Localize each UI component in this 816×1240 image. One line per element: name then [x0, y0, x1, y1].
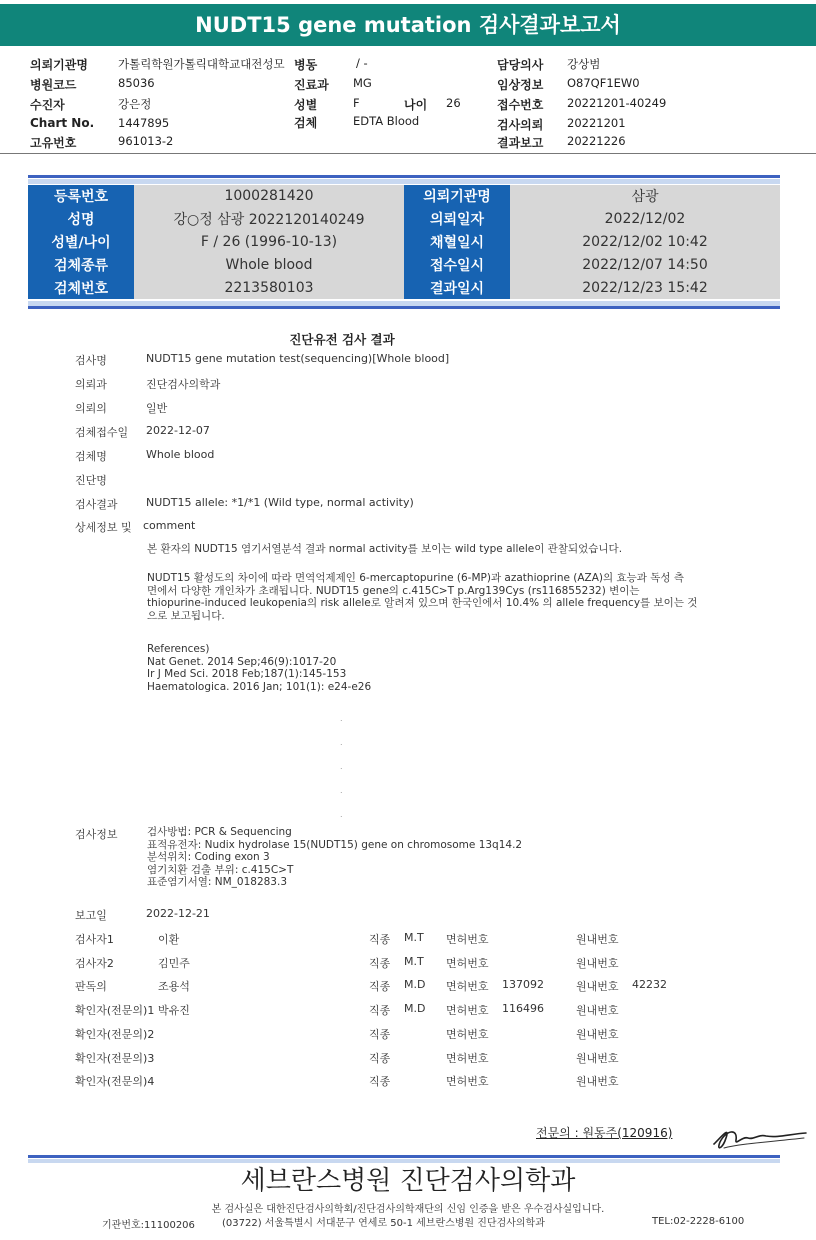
staff-job: M.D	[404, 1002, 426, 1016]
signature-image	[708, 1116, 808, 1156]
top-blue-rule	[28, 175, 780, 178]
ward-value: / -	[356, 56, 368, 70]
result-section-title: 진단유전 검사 결과	[289, 332, 395, 347]
specimen-field-value: Whole blood	[146, 448, 215, 461]
detail-comment-label: comment	[143, 519, 196, 532]
staff-number: 42232	[632, 978, 667, 992]
staff-license-header: 면허번호	[446, 956, 489, 970]
staff-job: M.T	[404, 954, 424, 968]
registration-key: 의뢰일자	[404, 208, 510, 231]
specimen-value: EDTA Blood	[353, 114, 420, 128]
staff-role: 확인자(전문의)1	[75, 1004, 155, 1018]
code-value: 85036	[118, 76, 155, 90]
received-label: 검체접수일	[75, 426, 129, 439]
staff-number-header: 원내번호	[576, 1075, 619, 1089]
footer-blue-rule	[28, 1155, 780, 1158]
staff-number-header: 원내번호	[576, 1004, 619, 1018]
report-date-value: 2022-12-21	[146, 907, 210, 920]
ward-label: 병동	[294, 58, 318, 72]
footer-address: (03722) 서울특별시 서대문구 연세로 50-1 세브란스병원 진단검사의학과	[222, 1218, 545, 1229]
result-label: 검사결과	[75, 498, 118, 511]
footer-certification: 본 검사실은 대한진단검사의학회/진단검사의학재단의 신임 인증을 받은 우수검사실입니다.	[211, 1204, 605, 1215]
staff-number-header: 원내번호	[576, 956, 619, 970]
staff-role: 확인자(전문의)3	[75, 1051, 155, 1065]
report-label: 결과보고	[497, 136, 544, 150]
age-value: 26	[446, 96, 461, 110]
detail-label: 상세정보 및	[75, 521, 132, 534]
staff-job-header: 직종	[369, 980, 391, 994]
chart-value: 1447895	[118, 116, 170, 130]
specimen-field-label: 검체명	[75, 450, 107, 463]
registration-row	[28, 276, 780, 299]
registration-row	[28, 253, 780, 276]
registration-table	[28, 185, 780, 299]
staff-license-header: 면허번호	[446, 1075, 489, 1089]
info-line: 검사방법: PCR & Sequencing	[147, 826, 292, 838]
bottom-blue-rule	[28, 306, 780, 309]
references-block	[147, 643, 371, 693]
code-label: 병원코드	[30, 78, 77, 92]
registration-key: 의뢰기관명	[404, 185, 510, 208]
paragraph-line: NUDT15 활성도의 차이에 따라 면역억제제인 6-mercaptopurine (6-MP)과 azathioprine (AZA)의 효능과 독성 측	[147, 572, 685, 584]
paragraph-line: thiopurine-induced leukopenia의 risk allele로 알려져 있으며 한국인에서 10.4% 의 allele frequency를 보이는 것	[147, 597, 698, 609]
receipt-label: 접수번호	[497, 98, 544, 112]
staff-job-header: 직종	[369, 1051, 391, 1065]
spacer-dot: .	[340, 810, 343, 819]
staff-license: 137092	[502, 978, 544, 992]
registration-key: 채혈일시	[404, 231, 510, 254]
registration-row	[28, 185, 780, 208]
test-name-value: NUDT15 gene mutation test(sequencing)[Whole blood]	[146, 352, 450, 365]
staff-name: 조용석	[158, 980, 190, 994]
comment-block	[147, 543, 622, 556]
dept-field-value: 진단검사의학과	[146, 378, 221, 391]
clinical-label: 임상정보	[497, 78, 544, 92]
staff-role: 판독의	[75, 980, 107, 994]
reference-line: Ir J Med Sci. 2018 Feb;187(1):145-153	[147, 668, 347, 680]
reference-line: Nat Genet. 2014 Sep;46(9):1017-20	[147, 655, 337, 668]
report-value: 20221226	[567, 134, 626, 148]
staff-license-header: 면허번호	[446, 1051, 489, 1065]
info-line: 염기치환 검출 부위: c.415C>T	[147, 863, 294, 876]
staff-job: M.T	[404, 931, 424, 944]
registration-value: F / 26 (1996-10-13)	[134, 231, 404, 254]
spacer-dot: .	[340, 714, 343, 723]
info-line: 표준염기서열: NM_018283.3	[147, 876, 287, 888]
registration-key: 검체번호	[28, 276, 134, 299]
registration-value: 2022/12/23 15:42	[510, 276, 780, 299]
registration-key: 검체종류	[28, 253, 134, 276]
chart-label: Chart No.	[30, 116, 95, 130]
info-line: 표적유전자: Nudix hydrolase 15(NUDT15) gene on chromosome 13q14.2	[147, 838, 523, 851]
patient-label: 수진자	[30, 98, 65, 112]
hospital-label: 의뢰기관명	[30, 58, 88, 72]
staff-number-header: 원내번호	[576, 980, 619, 994]
staff-job-header: 직종	[369, 1027, 391, 1041]
unique-value: 961013-2	[118, 134, 174, 148]
specimen-label: 검체	[294, 116, 318, 130]
staff-license-header: 면허번호	[446, 1004, 489, 1018]
staff-license-header: 면허번호	[446, 933, 489, 946]
info-label: 검사정보	[75, 828, 118, 841]
registration-value: 2022/12/07 14:50	[510, 253, 780, 276]
staff-job-header: 직종	[369, 956, 391, 970]
report-title: NUDT15 gene mutation 검사결과보고서	[0, 4, 816, 46]
registration-key: 접수일시	[404, 253, 510, 276]
hospital-value: 가톨릭학원가톨릭대학교대전성모	[118, 57, 285, 71]
registration-value: Whole blood	[134, 253, 404, 276]
reference-line: References)	[147, 643, 210, 655]
registration-value: 2022/12/02	[510, 208, 780, 231]
registration-key: 성별/나이	[28, 231, 134, 254]
clinical-value: O87QF1EW0	[567, 76, 640, 90]
registration-value: 강○정 삼광 2022120140249	[134, 208, 404, 231]
doctor-field-value: 일반	[146, 402, 168, 415]
staff-role: 검사자1	[75, 933, 114, 946]
unique-label: 고유번호	[30, 136, 77, 150]
staff-role: 확인자(전문의)4	[75, 1075, 155, 1089]
staff-job-header: 직종	[369, 1004, 391, 1018]
staff-job-header: 직종	[369, 1075, 391, 1089]
staff-number-header: 원내번호	[576, 933, 619, 946]
spacer-dot: .	[340, 762, 343, 771]
dept-field-label: 의뢰과	[75, 378, 107, 391]
staff-number-header: 원내번호	[576, 1027, 619, 1041]
explanation-paragraph	[147, 572, 697, 622]
registration-row	[28, 231, 780, 254]
contact-physician: 전문의 : 원동주(120916)	[536, 1126, 673, 1140]
info-block	[147, 826, 522, 889]
doctor-value: 강상범	[567, 57, 601, 71]
staff-license: 116496	[502, 1002, 544, 1016]
doctor-label: 담당의사	[497, 58, 544, 72]
dept-value: MG	[353, 76, 372, 90]
spacer-dot: .	[340, 738, 343, 747]
registration-value: 1000281420	[134, 185, 404, 208]
footer-telephone: TEL:02-2228-6100	[652, 1216, 745, 1227]
staff-license-header: 면허번호	[446, 980, 489, 994]
staff-name: 김민주	[158, 956, 190, 970]
staff-license-header: 면허번호	[446, 1027, 489, 1041]
spacer-dot: .	[340, 786, 343, 795]
dept-label: 진료과	[294, 78, 329, 92]
footer-institution-number: 기관번호:11100206	[102, 1220, 195, 1231]
request-label: 검사의뢰	[497, 118, 544, 132]
receipt-value: 20221201-40249	[567, 96, 667, 110]
sex-value: F	[353, 96, 360, 110]
registration-key: 결과일시	[404, 276, 510, 299]
staff-role: 확인자(전문의)2	[75, 1027, 155, 1041]
header-divider	[0, 153, 816, 154]
comment-line: 본 환자의 NUDT15 염기서열분석 결과 normal activity를 보이는 wild type allele이 관찰되었습니다.	[147, 543, 623, 555]
registration-value: 2022/12/02 10:42	[510, 231, 780, 254]
registration-key: 등록번호	[28, 185, 134, 208]
paragraph-line: 면에서 다양한 개인차가 초래됩니다. NUDT15 gene의 c.415C>T p.Arg139Cys (rs116855232) 변이는	[147, 584, 640, 597]
registration-row	[28, 208, 780, 231]
test-name-label: 검사명	[75, 354, 107, 367]
top-light-rule	[28, 179, 780, 184]
staff-role: 검사자2	[75, 956, 114, 970]
staff-name: 이환	[158, 933, 180, 946]
request-value: 20221201	[567, 116, 626, 130]
result-value: NUDT15 allele: *1/*1 (Wild type, normal activity)	[146, 496, 414, 509]
report-date-label: 보고일	[75, 909, 107, 922]
sex-label: 성별	[294, 98, 318, 112]
doctor-field-label: 의뢰의	[75, 402, 107, 415]
registration-value: 2213580103	[134, 276, 404, 299]
footer-hospital-name: 세브란스병원 진단검사의학과	[240, 1166, 576, 1196]
staff-job: M.D	[404, 978, 426, 992]
diagnosis-label: 진단명	[75, 474, 107, 487]
registration-value: 삼광	[510, 185, 780, 208]
staff-name: 박유진	[158, 1004, 190, 1018]
reference-line: Haematologica. 2016 Jan; 101(1): e24-e26	[147, 680, 372, 693]
staff-number-header: 원내번호	[576, 1051, 619, 1065]
staff-job-header: 직종	[369, 933, 391, 946]
info-line: 분석위치: Coding exon 3	[147, 851, 270, 863]
age-label: 나이	[404, 98, 428, 112]
patient-value: 강은정	[118, 97, 152, 111]
received-value: 2022-12-07	[146, 424, 210, 437]
registration-key: 성명	[28, 208, 134, 231]
paragraph-line: 으로 보고됩니다.	[147, 609, 225, 622]
